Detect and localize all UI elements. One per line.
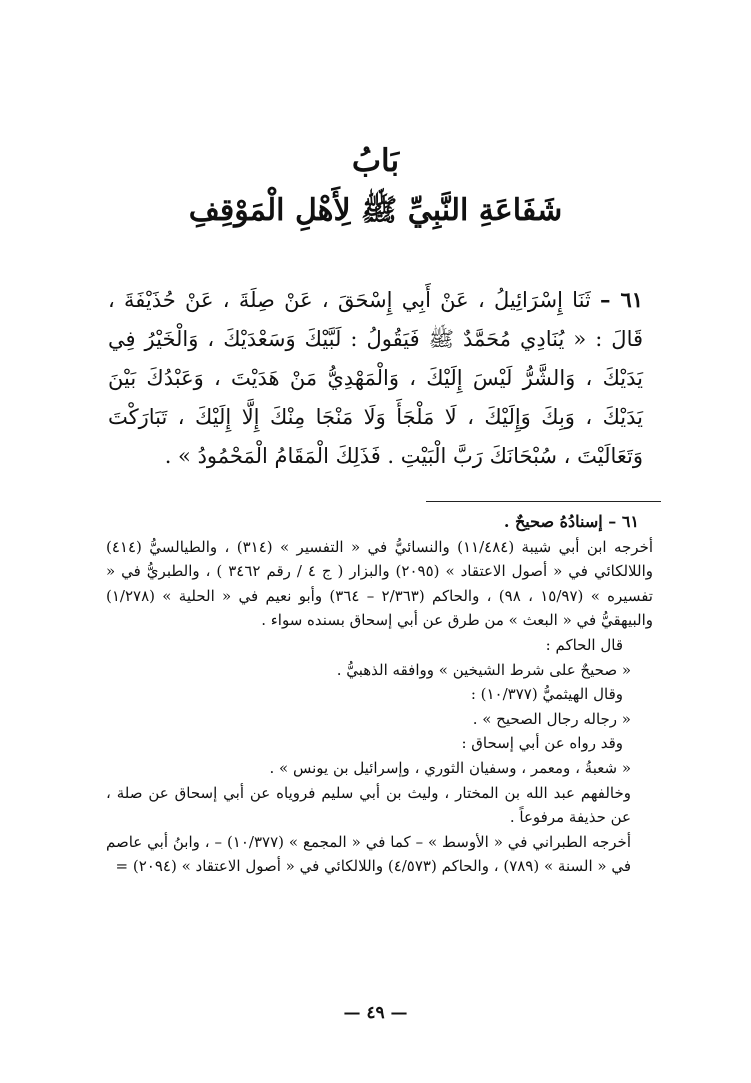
footnote-paragraph: قال الحاكم : — [545, 635, 623, 654]
footnote-divider — [426, 501, 661, 502]
footnote-paragraph: وقد رواه عن أبي إسحاق : — [461, 734, 623, 753]
footnote-paragraph: وخالفهم عبد الله بن المختار ، وليث بن أبي سليم فروياه عن أبي إسحاق عن صلة ، عن حذيفة مرفوعاً . — [106, 783, 631, 827]
footnote-heading: ٦١ – إسنادُهُ صحيحٌ . — [503, 512, 639, 531]
hadith-text-block — [108, 280, 643, 476]
hadith-body: ثَنَا إِسْرَائِيلُ ، عَنْ أَبِي إِسْحَقَ ، عَنْ صِلَةَ ، عَنْ حُذَيْفَةَ ، قَالَ : « يُنَادِي مُحَمَّدٌ ﷺ فَيَقُولُ : لَبَّيْكَ وَسَعْدَيْكَ ، وَالْخَيْرُ فِي يَدَيْكَ ، وَالشَّرُّ لَيْسَ إِلَيْكَ ، وَالْمَهْدِيُّ مَنْ هَدَيْتَ ، وَعَبْدُكَ بَيْنَ يَدَيْكَ ، وَبِكَ وَإِلَيْكَ ، لَا مَلْجَأَ وَلَا مَنْجَا مِنْكَ إِلَّا إِلَيْكَ ، تَبَارَكْتَ وَتَعَالَيْتَ ، سُبْحَانَكَ رَبَّ الْبَيْتِ . فَذَلِكَ الْمَقَامُ الْمَحْمُودُ » . — [108, 288, 643, 468]
page-number: — ٤٩ — — [343, 1003, 408, 1023]
footnote-paragraph: وقال الهيثميُّ (١٠/٣٧٧) : — [470, 685, 623, 704]
footnote-quote: « شعبةُ ، ومعمر ، وسفيان الثوري ، وإسرائيل بن يونس » . — [269, 758, 631, 777]
footnote-paragraph: أخرجه ابن أبي شيبة (١١/٤٨٤) والنسائيُّ في « التفسير » (٣١٤) ، والطيالسيُّ (٤١٤) واللالكائي في « أصول الاعتقاد » (٢٠٩٥) والبزار ( ج ٤ / رقم ٣٤٦٢ ) ، والطبريُّ في « تفسيره » (١٥/٩٧ ، ٩٨) ، والحاكم (٢/٣٦٣ – ٣٦٤) وأبو نعيم في « الحلية » (١/٢٧٨) والبيهقيُّ في « البعث » من طرق عن أبي إسحاق بسنده سواء . — [106, 537, 654, 630]
footnote-quote: « صحيحٌ على شرط الشيخين » ووافقه الذهبيُّ . — [336, 660, 631, 679]
footnote-paragraph: أخرجه الطبراني في « الأوسط » – كما في « المجمع » (١٠/٣٧٧) – ، وابنُ أبي عاصم في « السنة » (٧٨٩) ، والحاكم (٤/٥٧٣) واللالكائي في « أصول الاعتقاد » (٢٠٩٤) = — [106, 832, 631, 876]
hadith-paragraph — [108, 280, 643, 476]
chapter-word: بَابُ — [351, 143, 400, 179]
chapter-title: شَفَاعَةِ النَّبِيِّ ﷺ لِأَهْلِ الْمَوْقِفِ — [188, 193, 563, 228]
footnote-quote: « رجاله رجال الصحيح » . — [472, 709, 631, 728]
footnotes-block — [106, 510, 653, 879]
hadith-number: ٦١ – — [600, 287, 643, 312]
